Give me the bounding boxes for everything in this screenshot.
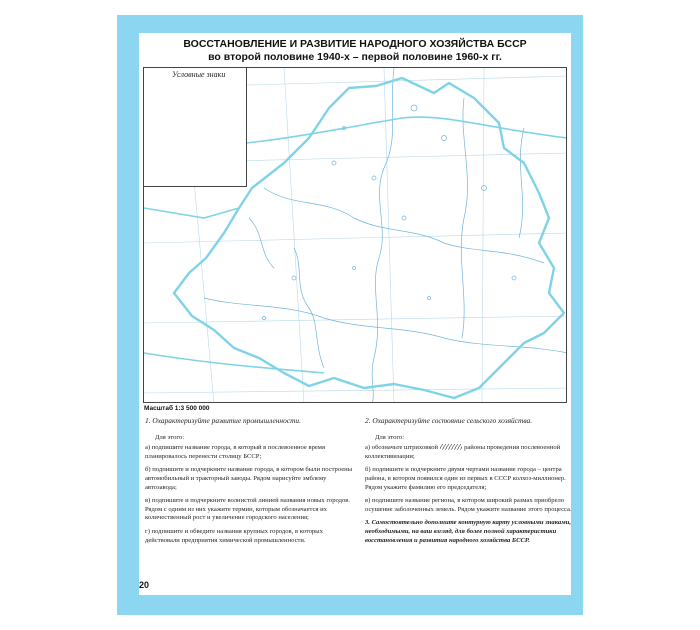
hatch-pattern-icon <box>440 444 462 450</box>
task-2-item-a <box>365 444 573 461</box>
title-line-2: во второй половине 1940-х – первой половине 1960-х гг. <box>208 51 502 63</box>
task-2-heading: 2. Охарактеризуйте состояние сельского хозяйства. <box>365 416 533 425</box>
task-1-item-c: в) подпишите и подчеркните волнистой линией названия новых городов. Рядом с одним из них укажите термин, которым обозначается их количественный рост и увеличение городского населения; <box>145 497 351 522</box>
task-2-item-b: б) подпишите и подчеркните двумя чертами название города – центра района, в котором появился один из первых в СССР колхоз-миллионер. Рядом укажите фамилию его председателя; <box>365 466 566 491</box>
page-title <box>139 38 571 64</box>
task-2-item-a-text-before: а) обозначьте штриховкой <box>365 444 439 452</box>
contour-map[interactable] <box>143 67 567 403</box>
task-1-item-a: а) подпишите название города, в который в послевоенное время планировалось перенести столицу БССР; <box>145 444 326 460</box>
legend-title: Условные знаки <box>172 70 226 79</box>
task-1-heading: 1. Охарактеризуйте развитие промышленности. <box>145 416 301 425</box>
task-3: 3. Самостоятельно дополните контурную карту условными знаками, необходимыми, на ваш взгляд, для более полной характеристики восстановления и развития народного хозяйства БССР. <box>365 519 572 544</box>
task-2-intro: Для этого: <box>375 433 405 441</box>
legend-box[interactable] <box>144 68 247 187</box>
title-line-1: ВОССТАНОВЛЕНИЕ И РАЗВИТИЕ НАРОДНОГО ХОЗЯЙСТВА БССР <box>183 38 527 50</box>
country-border-south <box>144 353 324 373</box>
task-2-item-a-text-after: районы проведения послевоенной коллективизации; <box>365 444 561 460</box>
page-number: 20 <box>139 580 150 590</box>
map-scale: Масштаб 1:3 500 000 <box>144 405 210 412</box>
task-2 <box>365 417 573 550</box>
task-1 <box>145 417 353 550</box>
task-1-item-b: б) подпишите и подчеркните название города, в котором были построены автомобильный и тракторный заводы. Рядом нарисуйте эмблему автозавода; <box>145 466 353 491</box>
task-2-item-c: в) подпишите название региона, в котором широкий размах приобрело осушение заболоченных земель. Рядом укажите название этого процесса. <box>365 497 572 513</box>
task-1-intro: Для этого: <box>155 433 185 441</box>
worksheet <box>139 33 571 595</box>
country-border-north <box>246 117 567 143</box>
page-frame <box>117 15 583 615</box>
country-border-west <box>144 208 239 218</box>
task-1-item-d: г) подпишите и обведите названия крупных городов, в которых действовали предприятия химической промышленности. <box>145 527 323 544</box>
